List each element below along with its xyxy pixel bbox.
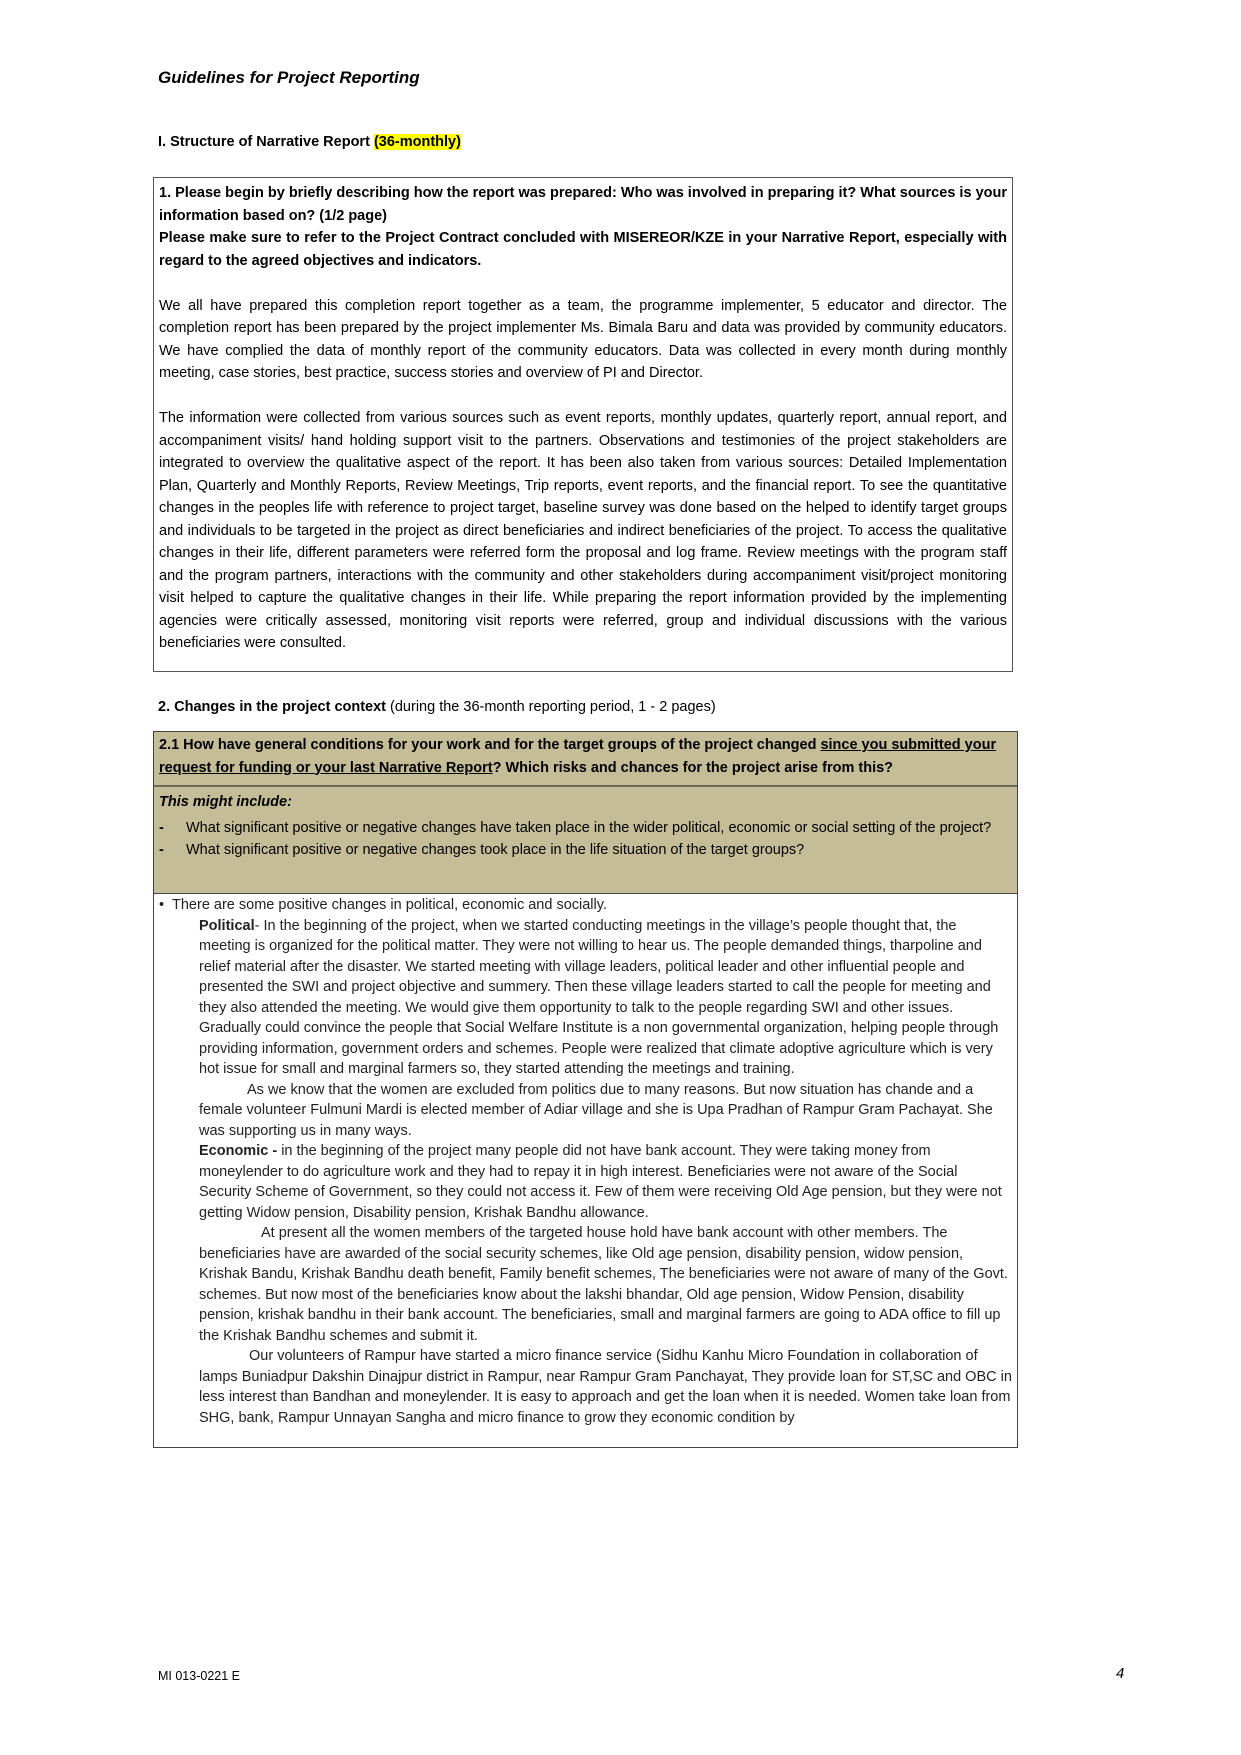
economic-paragraph — [199, 1141, 1012, 1223]
footer-document-code: MI 013-0221 E — [158, 1669, 240, 1683]
include-item-text: What significant positive or negative changes have taken place in the wider political, economic or social setting of the project? — [186, 819, 992, 836]
political-text: - In the beginning of the project, when we started conducting meetings in the village’s people thought that, the meeting is organized for the political matter. They were not willing to hear us. The people demanded things, tharpoline and relief material after the disaster. We started meeting with village leaders, political leader and other influential people and presented the SWI and project objective and summery. Then these village leaders started to call the people for meeting and they also attended the meeting. We would give them opportunity to talk to the people regarding SWI and other issues. Gradually could convince the people that Social Welfare Institute is a non governmental organization, helping people through providing information, government orders and schemes. People were realized that climate adoptive agriculture which is very hot issue for small and marginal farmers so, they started attending the meetings and training. — [199, 917, 999, 1077]
section2-heading — [158, 699, 716, 715]
present-paragraph: At present all the women members of the targeted house hold have bank account with other members. The beneficiaries have are awarded of the social security schemes, like Old age pension, disability pension, widow pension, Krishak Bandu, Krishak Bandhu death benefit, Family benefit schemes, The beneficiaries were not aware of many of the Govt. schemes. But now most of the beneficiaries know about the lakshi bhandar, Old age pension, Widow Pension, disability pension, krishak bandhu in their bank account. The beneficiaries, small and marginal farmers are going to ADA office to fill up the Krishak Bandhu schemes and submit it. — [199, 1225, 1008, 1344]
dash-bullet-icon: - — [159, 819, 164, 836]
answer-bullet — [159, 895, 1012, 916]
section1-instruction: Please make sure to refer to the Project Contract concluded with MISEREOR/KZE in your Narrative Report, especially with regard to the agreed objectives and indicators. — [159, 230, 1007, 269]
bullet-icon: • — [159, 897, 165, 913]
answer-2-1 — [154, 894, 1017, 1428]
question-2-1-prefix: 2.1 How have general conditions for your work and for the target groups of the project changed — [159, 737, 821, 753]
section1-box — [153, 177, 1013, 672]
page-number: 4 — [1116, 1665, 1125, 1682]
economic-label: Economic - — [199, 1143, 282, 1159]
include-item — [159, 839, 1012, 862]
section1-paragraph-1: We all have prepared this completion report together as a team, the programme implementer, 5 educator and director. The completion report has been prepared by the project implementer Ms. Bimala Baru and data was provided by community educators. We have complied the data of monthly report of the community educators. Data was collected in every month during monthly meeting, case stories, best practice, success stories and overview of PI and Director. — [159, 297, 1007, 381]
section1-question: 1. Please begin by briefly describing how the report was prepared: Who was involved in preparing it? What sources is your information based on? (1/2 page) — [159, 185, 1007, 224]
section2-heading-rest: (during the 36-month reporting period, 1 - 2 pages) — [386, 699, 716, 715]
include-item — [159, 817, 1012, 840]
section2-heading-bold: 2. Changes in the project context — [158, 699, 387, 715]
might-include-lead: This might include: — [159, 794, 292, 810]
section2-box — [153, 731, 1018, 1448]
include-item-text: What significant positive or negative changes took place in the life situation of the target groups? — [186, 842, 805, 858]
might-include-box — [154, 787, 1017, 894]
section-heading — [158, 134, 461, 150]
section1-paragraph-2: The information were collected from various sources such as event reports, monthly updates, quarterly report, annual report, and accompaniment visits/ hand holding support visit to the partners. Observations and testimonies of the project stakeholders are integrated to overview the qualitative aspect of the report. It has been also taken from various sources: Detailed Implementation Plan, Quarterly and Monthly Reports, Review Meetings, Trip reports, event reports, and the financial report. To see the quantitative changes in the peoples life with reference to project target, baseline survey was done based on the helped to identify target groups and individuals to be targeted in the project as direct beneficiaries and indirect beneficiaries of the project. To access the qualitative changes in their life, different parameters were referred form the proposal and log frame. Review meetings with the program staff and the program partners, interactions with the community and other stakeholders during accompaniment visit/project monitoring visit helped to capture the qualitative changes in their life. While preparing the report information provided by the implementing agencies were critically assessed, monitoring visit reports were referred, group and individual discussions with the various beneficiaries were consulted. — [159, 410, 1007, 651]
volunteers-paragraph: Our volunteers of Rampur have started a micro finance service (Sidhu Kanhu Micro Foundation in collaboration of lamps Buniadpur Dakshin Dinajpur district in Rampur, near Rampur Gram Panchayat, They provide loan for ST,SC and OBC in less interest than Bandhan and moneylender. It is easy to approach and get the loan when it is needed. Women take loan from SHG, bank, Rampur Unnayan Sangha and micro finance to grow they economic condition by — [199, 1348, 1012, 1426]
section-heading-text: I. Structure of Narrative Report — [158, 134, 374, 150]
political-paragraph — [199, 916, 1012, 1080]
economic-text: in the beginning of the project many people did not have bank account. They were taking money from moneylender to do agriculture work and they had to repay it in high interest. Beneficiaries were not aware of the Social Security Scheme of Government, so they could not access it. Few of them were receiving Old Age pension, but they were not getting Widow pension, Disability pension, Krishak Bandhu allowance. — [199, 1143, 1002, 1221]
women-paragraph: As we know that the women are excluded from politics due to many reasons. But now situation has chande and a female volunteer Fulmuni Mardi is elected member of Adiar village and she is Upa Pradhan of Rampur Gram Pachayat. She was supporting us in many ways. — [199, 1081, 993, 1139]
question-2-1 — [154, 732, 1017, 787]
question-2-1-suffix: ? Which risks and chances for the project arise from this? — [492, 759, 894, 776]
dash-bullet-icon: - — [159, 842, 164, 858]
highlighted-period: (36-monthly) — [373, 134, 461, 150]
question-2-1-underlined: since you submitted your request for funding or your last Narrative Report — [159, 737, 997, 776]
answer-bullet-text: There are some positive changes in political, economic and socially. — [172, 897, 607, 913]
page-title: Guidelines for Project Reporting — [158, 68, 420, 87]
political-label: Political — [199, 917, 255, 934]
